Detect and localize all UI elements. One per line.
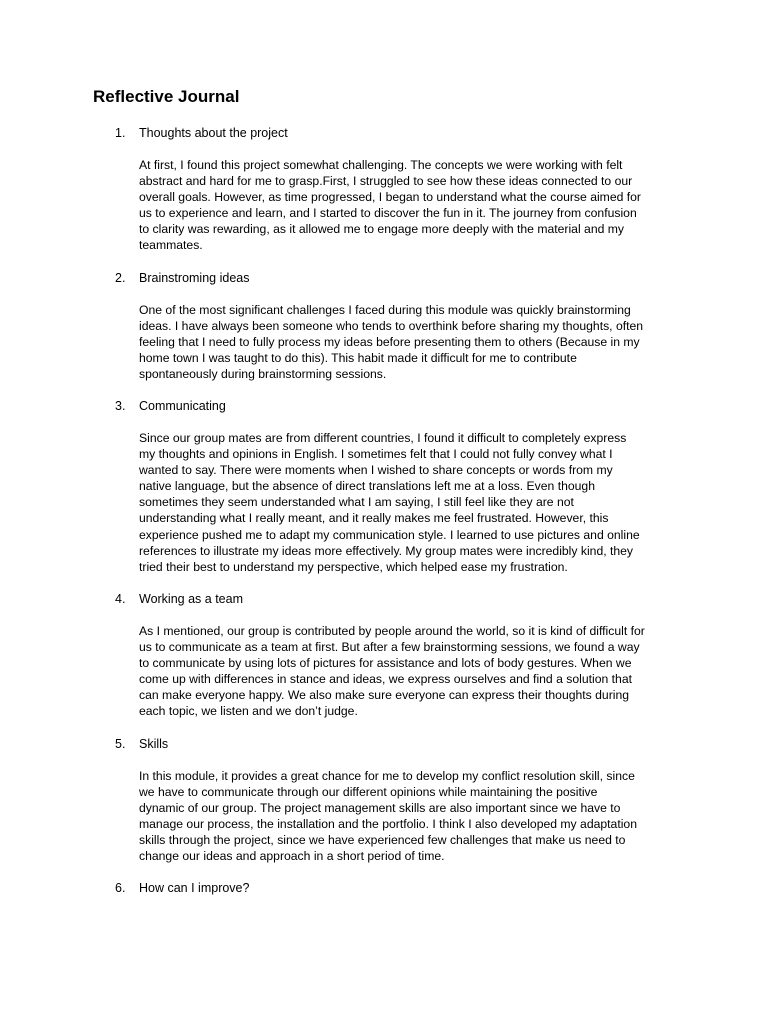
paragraph-line: us to experience and learn, and I started to discover the fun in it. The journey from confusion	[139, 206, 637, 221]
paragraph-line: abstract and hard for me to grasp.First, I struggled to see how these ideas connected to our	[139, 174, 633, 189]
section-number: 2.	[115, 271, 126, 285]
paragraph-line: come up with differences in stance and ideas, we express ourselves and find a solution that	[139, 672, 632, 687]
paragraph-line: feeling that I need to fully process my ideas before presenting them to others (Because in my	[139, 335, 640, 350]
section-number: 6.	[115, 881, 126, 895]
section-heading-text: Thoughts about the project	[139, 126, 288, 140]
paragraph-line: us to communicate as a team at first. But after a few brainstorming sessions, we found a way	[139, 640, 640, 655]
paragraph-line: my thoughts and opinions in English. I sometimes felt that I could not fully convey what I	[139, 447, 613, 462]
paragraph-line: dynamic of our group. The project management skills are also important since we have to	[139, 801, 621, 816]
section-heading-text: Skills	[139, 737, 169, 751]
paragraph-line: wanted to say. There were moments when I wished to share concepts or words from my	[139, 463, 613, 478]
paragraph-line: each topic, we listen and we don’t judge.	[139, 704, 358, 719]
paragraph-line: manage our process, the installation and the portfolio. I think I also developed my adaptation	[139, 817, 637, 832]
paragraph-line: At first, I found this project somewhat challenging. The concepts we were working with felt	[139, 158, 623, 172]
section-paragraph	[139, 302, 679, 382]
section-number: 4.	[115, 592, 126, 606]
section-paragraph	[139, 157, 679, 254]
section-heading-text: How can I improve?	[139, 881, 250, 895]
paragraph-line: change our ideas and approach in a short period of time.	[139, 849, 445, 864]
paragraph-line: tried their best to understand my perspective, which helped ease my frustration.	[139, 559, 568, 574]
paragraph-line: spontaneously during brainstorming sessions.	[139, 367, 387, 382]
paragraph-line: experience pushed me to adapt my communication style. I learned to use pictures and online	[139, 527, 640, 542]
section-paragraph	[139, 623, 679, 720]
paragraph-line: understanding what I really meant, and it really makes me feel frustrated. However, this	[139, 511, 609, 526]
paragraph-line: references to illustrate my ideas more effectively. My group mates were incredibly kind, they	[139, 543, 634, 558]
paragraph-line: overall goals. However, as time progressed, I began to understand what the course aimed for	[139, 190, 641, 205]
paragraph-line: skills through the project, since we have experienced few challenges that make us need to	[139, 833, 626, 848]
paragraph-line: One of the most significant challenges I faced during this module was quickly brainstorming	[139, 303, 631, 317]
section-number: 1.	[115, 126, 126, 140]
paragraph-line: can make everyone happy. We also make sure everyone can express their thoughts during	[139, 688, 630, 703]
paragraph-line: home town I was taught to do this). This habit made it difficult for me to contribute	[139, 351, 577, 366]
paragraph-line: we have to communicate through our different opinions while maintaining the positive	[139, 785, 598, 800]
section-heading-text: Working as a team	[139, 592, 243, 606]
section-paragraph	[139, 430, 679, 575]
paragraph-line: sometimes they seem understanded what I am saying, I still feel like they are not	[139, 495, 574, 510]
section-heading-text: Communicating	[139, 399, 226, 413]
paragraph-line: teammates.	[139, 238, 203, 253]
section-number: 5.	[115, 737, 126, 751]
section-heading-text: Brainstroming ideas	[139, 271, 250, 285]
paragraph-line: In this module, it provides a great chance for me to develop my conflict resolution skill, since	[139, 769, 635, 783]
paragraph-line: As I mentioned, our group is contributed by people around the world, so it is kind of difficult for	[139, 624, 645, 638]
paragraph-line: to clarity was rewarding, as it allowed me to engage more deeply with the material and my	[139, 222, 625, 237]
paragraph-line: Since our group mates are from different countries, I found it difficult to completely express	[139, 431, 627, 445]
paragraph-line: native language, but the absence of direct translations left me at a loss. Even though	[139, 479, 595, 494]
page-title: Reflective Journal	[93, 87, 240, 106]
section-paragraph	[139, 768, 679, 865]
paragraph-line: ideas. I have always been someone who tends to overthink before sharing my thoughts, often	[139, 319, 644, 334]
section-number: 3.	[115, 399, 126, 413]
paragraph-line: to communicate by using lots of pictures for assistance and lots of body gestures. When we	[139, 656, 632, 671]
